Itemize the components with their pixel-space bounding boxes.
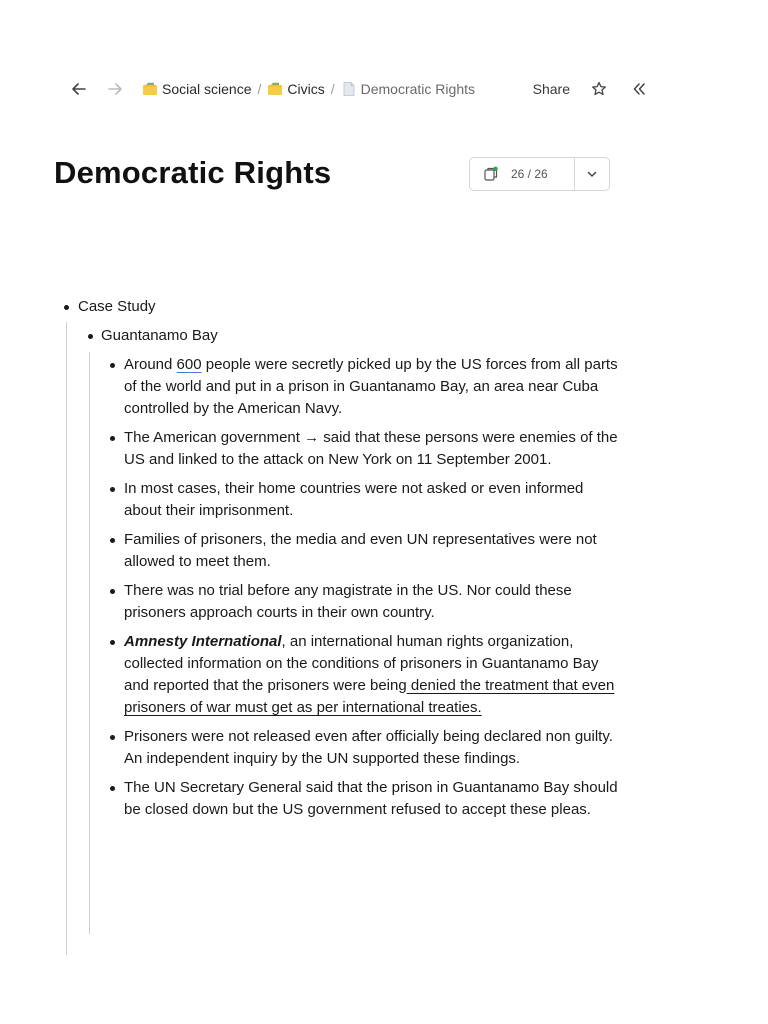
breadcrumb: [142, 81, 475, 97]
outline-text: There was no trial before any magistrate in the US. Nor could these prisoners approach courts in their own country.: [124, 582, 572, 621]
folder-icon: [267, 82, 283, 96]
list-item[interactable]: [60, 354, 624, 420]
outline-item-guantanamo-bay[interactable]: [60, 325, 620, 347]
list-item[interactable]: [60, 478, 624, 522]
text-segment: Around: [124, 356, 177, 373]
outline-text: [124, 354, 624, 420]
list-item[interactable]: [60, 726, 624, 770]
top-actions: [533, 78, 650, 100]
outline-text: Families of prisoners, the media and even UN representatives were not allowed to meet them.: [124, 531, 597, 570]
chevron-down-icon: [586, 168, 598, 180]
outline-text: Case Study: [78, 298, 156, 315]
linked-number[interactable]: 600: [176, 356, 202, 373]
arrow-right-icon: [106, 80, 124, 98]
arrow-left-icon: [70, 80, 88, 98]
bold-italic-text: Amnesty International: [124, 633, 282, 650]
outline-text: Guantanamo Bay: [101, 327, 218, 344]
version-count: 26 / 26: [511, 167, 548, 181]
underlined-text: denied the treatment that even prisoners of war must get as per international treaties.: [124, 677, 615, 716]
outline-children: [60, 354, 620, 821]
bullet: [110, 538, 115, 543]
list-item[interactable]: [60, 631, 624, 719]
star-icon: [591, 81, 607, 97]
text-segment: , an international human rights organization, collected information on the conditions of prisoners in Guantanamo Bay and reported that the prisoners were being: [124, 633, 599, 694]
favorite-button[interactable]: [588, 78, 610, 100]
version-history-icon: [483, 166, 499, 182]
top-bar: [68, 78, 650, 100]
list-item[interactable]: [60, 777, 624, 821]
back-button[interactable]: [68, 78, 90, 100]
bullet: [110, 735, 115, 740]
list-item[interactable]: [60, 427, 624, 471]
bullet: [110, 487, 115, 492]
version-control: [469, 157, 610, 191]
breadcrumb-civics[interactable]: [267, 81, 324, 97]
document-icon: [341, 82, 357, 96]
list-item[interactable]: [60, 580, 624, 624]
collapse-sidebar-button[interactable]: [628, 78, 650, 100]
outline-item-case-study[interactable]: [60, 296, 620, 318]
bullet: [64, 305, 69, 310]
forward-button[interactable]: [104, 78, 126, 100]
breadcrumb-label: Social science: [162, 81, 252, 97]
bullet: [110, 363, 115, 368]
text-segment: people were secretly picked up by the US forces from all parts of the world and put in a prison in Guantanamo Bay, an area near Cuba controlled by the American Navy.: [124, 356, 618, 417]
folder-icon: [142, 82, 158, 96]
page-title: Democratic Rights: [54, 155, 332, 190]
bullet: [110, 589, 115, 594]
breadcrumb-separator: /: [257, 81, 262, 97]
outline-text: [124, 631, 624, 719]
list-item[interactable]: [60, 529, 624, 573]
outline-text: Prisoners were not released even after officially being declared non guilty. An independent inquiry by the UN supported these findings.: [124, 728, 613, 767]
version-history-button[interactable]: [470, 158, 574, 190]
outline-text: [124, 427, 624, 471]
text-segment: The American government: [124, 429, 305, 446]
double-chevron-left-icon: [631, 81, 647, 97]
arrow-right-icon: →: [304, 429, 320, 446]
breadcrumb-separator: /: [330, 81, 335, 97]
breadcrumb-social-science[interactable]: [142, 81, 252, 97]
breadcrumb-label: Democratic Rights: [360, 81, 475, 97]
outline-text: In most cases, their home countries were not asked or even informed about their imprisonment.: [124, 480, 584, 519]
share-button[interactable]: Share: [532, 81, 570, 97]
breadcrumb-democratic-rights[interactable]: [341, 81, 475, 97]
bullet: [88, 334, 93, 339]
bullet: [110, 436, 115, 441]
breadcrumb-label: Civics: [287, 81, 325, 97]
version-dropdown-button[interactable]: [574, 158, 609, 190]
outline-content: [60, 296, 620, 828]
text-segment: said that these persons were enemies of the US and linked to the attack on New York on 11 September 2001.: [124, 429, 618, 468]
bullet: [110, 786, 115, 791]
bullet: [110, 640, 115, 645]
outline-text: The UN Secretary General said that the prison in Guantanamo Bay should be closed down but the US government refused to accept these pleas.: [124, 779, 618, 818]
